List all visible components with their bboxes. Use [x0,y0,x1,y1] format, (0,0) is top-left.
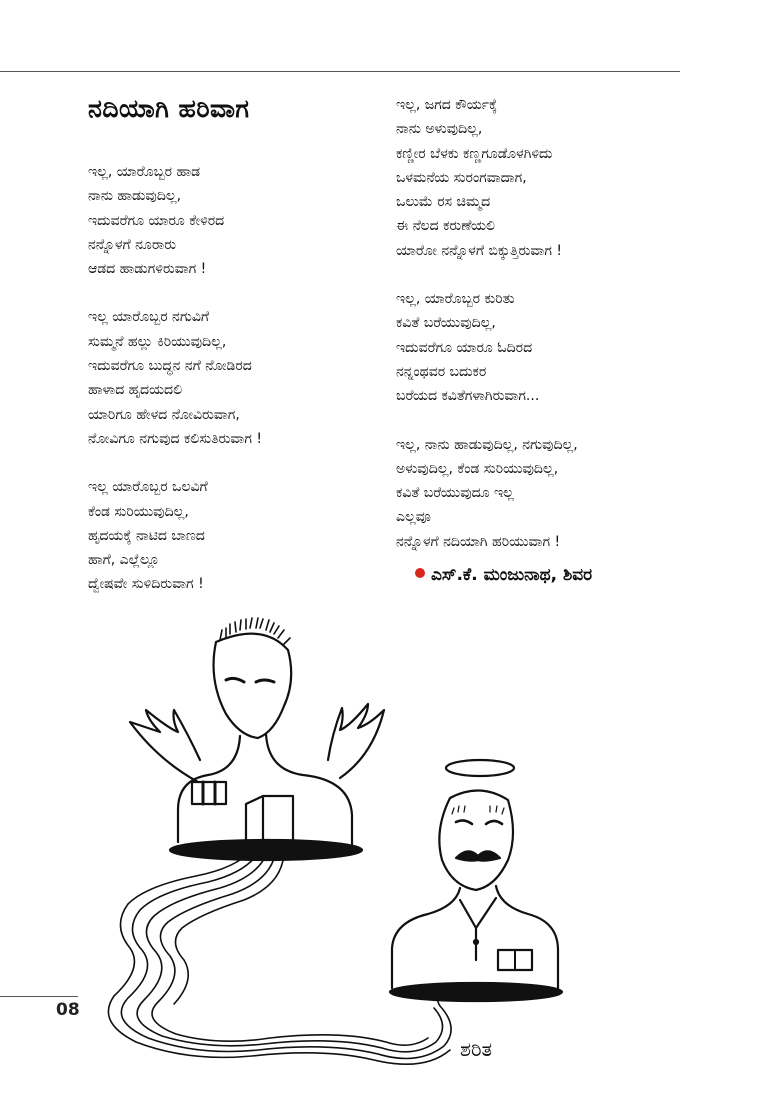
poem-line: ಇಲ್ಲ ಯಾರೊಬ್ಬರ ನಗುವಿಗೆ [88,309,210,326]
poem-line: ಕವಿತೆ ಬರೆಯುವುದೂ ಇಲ್ಲ [396,485,514,502]
poem-line: ಇದುವರೆಗೂ ಬುದ್ಧನ ನಗೆ ನೋಡಿರದ [88,358,252,375]
poem-line: ನಾನು ಅಳುವುದಿಲ್ಲ, [396,121,483,138]
poem-line: ಕಣ್ಣೀರ ಬೆಳಕು ಕಣ್ಣಗೂಡೊಳಗಿಳಿದು [396,145,553,162]
winged-figure-left-wing [130,710,200,782]
header-divider [0,71,680,72]
halo-figure-mustache [456,851,500,860]
author-byline [415,565,592,585]
winged-figure-right-wing [328,704,384,778]
halo-figure-eyes [456,820,502,824]
poem-line: ಹಾಗೆ, ಎಲ್ಲೆಲ್ಲೂ [88,552,160,569]
poem-stanza [396,93,686,263]
bullet-icon [415,568,425,578]
poem-line: ಒಲುಮೆ ರಸ ಚಿಮ್ಮದ [396,194,491,211]
footer-divider [0,996,78,997]
poem-line: ಕೆಂಡ ಸುರಿಯುವುದಿಲ್ಲ, [88,503,189,520]
poem-line: ಇಲ್ಲ ಯಾರೊಬ್ಬರ ಒಲವಿಗೆ [88,479,208,496]
poem-line: ಇಲ್ಲ, ಯಾರೊಬ್ಬರ ಕುರಿತು [396,291,515,308]
halo [446,760,514,776]
poem-line: ಇಲ್ಲ, ಜಗದ ಕೌರ್ಯಕ್ಕೆ [396,97,498,113]
poem-line: ಇದುವರೆಗೂ ಯಾರೂ ಓದಿರದ [396,339,533,356]
poem-stanza [88,475,378,596]
poem-line: ಯಾರಿಗೂ ಹೇಳದ ನೋವಿರುವಾಗ, [88,406,240,423]
poem-left-column [88,160,378,621]
author-name: ಎಸ್.ಕೆ. ಮಂಜುನಾಥ, ಶಿವರ [431,565,593,585]
winged-figure-eyes [226,678,274,682]
halo-figure-collar [460,898,496,960]
poem-line: ಎಲ್ಲವೂ [396,509,431,526]
poem-line: ಈ ನೆಲದ ಕರುಣೆಯಲಿ [396,218,495,235]
poem-stanza [88,160,378,281]
poem-stanza [396,287,686,408]
winged-figure-head [214,634,292,738]
figure-window [192,782,226,804]
page-number: 08 [56,1000,80,1020]
poem-line: ಆಡದ ಹಾಡುಗಳಿರುವಾಗ ! [88,261,207,278]
poem-line: ನನ್ನೊಳಗೆ ನದಿಯಾಗಿ ಹರಿಯುವಾಗ ! [396,533,561,550]
cartoon-illustration [88,610,593,1090]
hole-right [390,983,562,1001]
poem-line: ದ್ವೇಷವೇ ಸುಳಿದಿರುವಾಗ ! [88,576,204,593]
poem-stanza [396,433,686,554]
poem-line: ನೋವಿಗೂ ನಗುವುದ ಕಲಿಸುತಿರುವಾಗ ! [88,430,262,447]
poem-line: ನನ್ನೊಳಗೆ ನೂರಾರು [88,236,177,253]
poem-line: ಇದುವರೆಗೂ ಯಾರೂ ಕೇಳಿರದ [88,212,225,229]
poem-line: ಅಳುವುದಿಲ್ಲ, ಕೆಂಡ ಸುರಿಯುವುದಿಲ್ಲ, [396,460,559,477]
poem-title: ನದಿಯಾಗಿ ಹರಿವಾಗ [88,94,250,123]
poem-right-column [396,93,686,578]
winged-figure-hair [220,618,290,644]
poem-line: ಕವಿತೆ ಬರೆಯುವುದಿಲ್ಲ, [396,315,496,332]
poem-line: ಒಳಮನೆಯ ಸುರಂಗವಾದಾಗ, [396,169,527,186]
poem-line: ಹಾಳಾದ ಹೃದಯದಲಿ [88,382,183,399]
poem-line: ಇಲ್ಲ, ನಾನು ಹಾಡುವುದಿಲ್ಲ, ನಗುವುದಿಲ್ಲ, [396,436,578,453]
poem-line: ನಾನು ಹಾಡುವುದಿಲ್ಲ, [88,188,182,205]
poem-line: ಬರೆಯದ ಕವಿತೆಗಳಾಗಿರುವಾಗ... [396,388,540,405]
artist-signature: ಶರಿತ [460,1037,493,1061]
poem-line: ಸುಮ್ಮನೆ ಹಲ್ಲು ಕಿರಿಯುವುದಿಲ್ಲ, [88,333,227,350]
poem-line: ಹೃದಯಕ್ಕೆ ನಾಟಿದ ಬಾಣದ [88,527,205,544]
poem-line: ಇಲ್ಲ, ಯಾರೊಬ್ಬರ ಹಾಡ [88,164,201,180]
poem-stanza [88,305,378,451]
poem-line: ಯಾರೋ ನನ್ನೊಳಗೆ ಬಿಕ್ಕುತ್ತಿರುವಾಗ ! [396,242,562,259]
halo-figure-head [439,790,513,890]
poem-line: ನನ್ನಂಥವರ ಬದುಕರ [396,363,487,380]
